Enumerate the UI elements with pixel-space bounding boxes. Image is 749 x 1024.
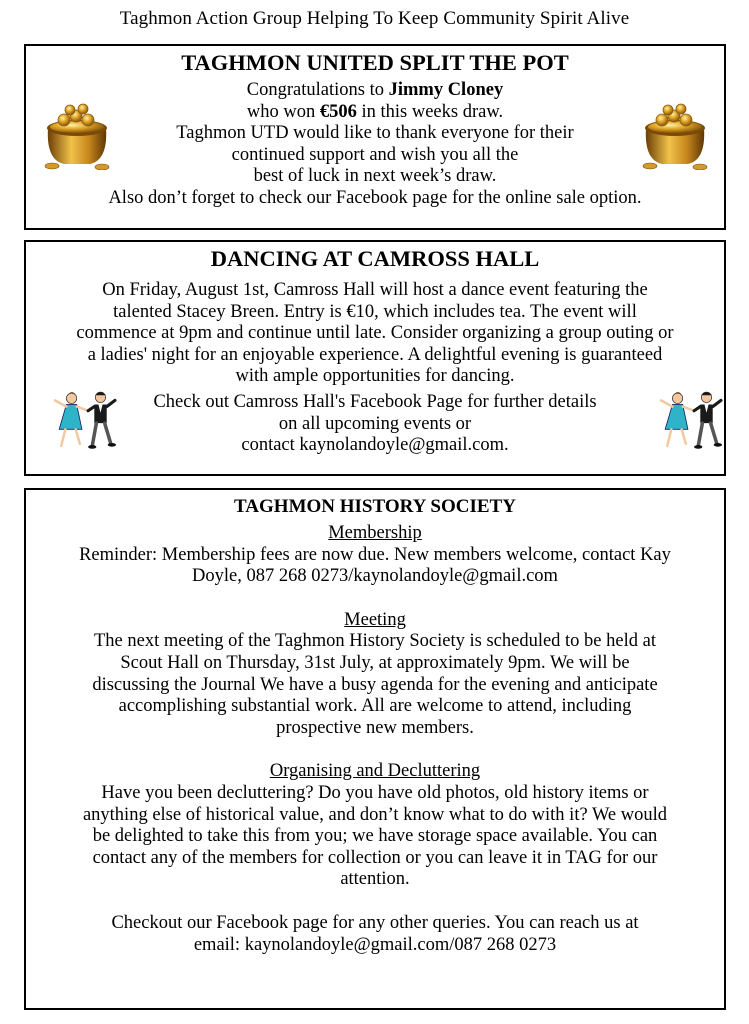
split-the-pot-body <box>26 80 724 210</box>
dancing-title: DANCING AT CAMROSS HALL <box>210 246 540 271</box>
split-the-pot-title: TAGHMON UNITED SPLIT THE POT <box>181 50 569 75</box>
dance-text-line: talented Stacey Breen. Entry is €10, which includes tea. The event will <box>113 301 637 322</box>
facebook-reminder-line: Also don’t forget to check our Facebook page for the online sale option. <box>108 187 642 208</box>
dance-contact-line: contact kaynolandoyle@gmail.com. <box>241 435 509 456</box>
meeting-line: discussing the Journal We have a busy agenda for the evening and anticipate <box>92 674 658 695</box>
dance-contact-line: on all upcoming events or <box>278 413 472 434</box>
dancing-couple-icon <box>654 388 728 450</box>
meeting-line: accomplishing substantial work. All are welcome to attend, including <box>118 696 632 717</box>
meeting-line: Scout Hall on Thursday, 31st July, at approximately 9pm. We will be <box>120 652 630 673</box>
decluttering-line: Have you been decluttering? Do you have old photos, old history items or <box>101 782 649 803</box>
winnings-line <box>26 102 724 124</box>
closing-line: email: kaynolandoyle@gmail.com/087 268 0273 <box>193 934 557 955</box>
support-line: continued support and wish you all the <box>231 144 519 165</box>
closing-line: Checkout our Facebook page for any other queries. You can reach us at <box>111 912 639 933</box>
membership-line: Reminder: Membership fees are now due. New members welcome, contact Kay <box>79 544 671 565</box>
meeting-line: prospective new members. <box>276 717 474 738</box>
congrats-prefix: Congratulations to <box>246 80 389 100</box>
membership-heading: Membership <box>328 523 422 543</box>
newsletter-tagline: Taghmon Action Group Helping To Keep Community Spirit Alive <box>119 8 630 29</box>
pot-of-gold-icon <box>636 98 714 170</box>
dance-text-line: On Friday, August 1st, Camross Hall will host a dance event featuring the <box>102 280 648 300</box>
dance-text-line: with ample opportunities for dancing. <box>235 366 515 387</box>
history-society-title: TAGHMON HISTORY SOCIETY <box>234 496 516 517</box>
thanks-line: Taghmon UTD would like to thank everyone for their <box>176 123 574 144</box>
pot-of-gold-icon <box>38 98 116 170</box>
good-luck-line: best of luck in next week’s draw. <box>253 166 497 187</box>
won-suffix: in this weeks draw. <box>356 101 504 122</box>
history-society-body <box>26 523 724 956</box>
meeting-line: The next meeting of the Taghmon History Society is scheduled to be held at <box>94 631 656 652</box>
meeting-heading: Meeting <box>344 609 406 630</box>
dancing-section <box>24 240 726 476</box>
decluttering-line: be delighted to take this from you; we have storage space available. You can <box>92 826 658 847</box>
decluttering-line: anything else of historical value, and don’t know what to do with it? We would <box>82 804 668 825</box>
dance-contact-line: Check out Camross Hall's Facebook Page for further details <box>153 391 597 412</box>
winning-amount: €506 <box>319 101 357 122</box>
split-the-pot-section <box>24 44 726 230</box>
dancing-couple-icon <box>48 388 122 450</box>
membership-line: Doyle, 087 268 0273/kaynolandoyle@gmail.com <box>192 566 558 587</box>
winner-name: Jimmy Cloney <box>388 80 504 100</box>
congrats-line <box>26 80 724 102</box>
dance-text-line: commence at 9pm and continue until late. Consider organizing a group outing or <box>76 323 674 344</box>
history-society-section <box>24 488 726 1010</box>
dancing-body <box>26 280 724 457</box>
decluttering-line: attention. <box>340 869 410 890</box>
decluttering-heading: Organising and Decluttering <box>269 761 481 782</box>
won-prefix: who won <box>246 101 320 122</box>
decluttering-line: contact any of the members for collection or you can leave it in TAG for our <box>92 847 658 868</box>
dance-text-line: a ladies' night for an enjoyable experience. A delightful evening is guaranteed <box>87 344 663 365</box>
